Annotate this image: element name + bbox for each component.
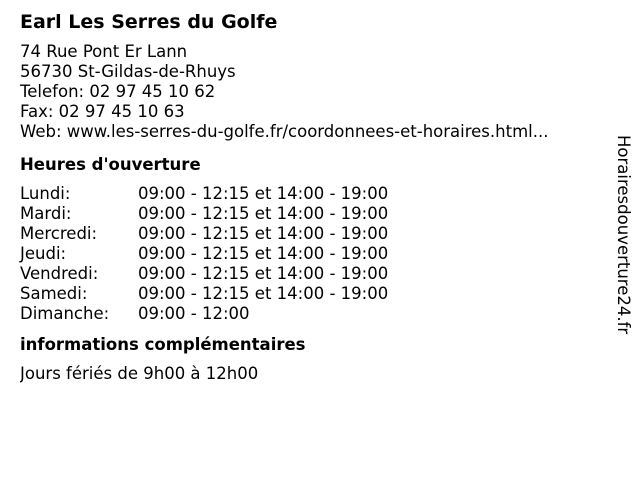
day-hours: 09:00 - 12:15 et 14:00 - 19:00 bbox=[138, 224, 389, 243]
address-street: 74 Rue Pont Er Lann bbox=[20, 42, 188, 61]
day-hours: 09:00 - 12:00 bbox=[138, 304, 250, 323]
day-label: Mardi: bbox=[20, 204, 72, 223]
day-label: Jeudi: bbox=[20, 244, 67, 263]
hours-row-saturday bbox=[20, 284, 388, 304]
day-hours: 09:00 - 12:15 et 14:00 - 19:00 bbox=[138, 244, 389, 263]
day-hours: 09:00 - 12:15 et 14:00 - 19:00 bbox=[138, 284, 389, 303]
business-card bbox=[20, 10, 605, 384]
day-hours: 09:00 - 12:15 et 14:00 - 19:00 bbox=[138, 264, 389, 283]
site-watermark-label: Horairesdouverture24.fr bbox=[614, 135, 633, 335]
hours-row-wednesday bbox=[20, 224, 388, 244]
day-label: Dimanche: bbox=[20, 304, 110, 323]
hours-row-tuesday bbox=[20, 204, 388, 224]
phone-number: Telefon: 02 97 45 10 62 bbox=[20, 82, 216, 101]
business-name: Earl Les Serres du Golfe bbox=[20, 11, 278, 33]
hours-table bbox=[20, 184, 388, 324]
hours-row-thursday bbox=[20, 244, 388, 264]
day-label: Lundi: bbox=[20, 184, 71, 203]
info-heading: informations complémentaires bbox=[20, 335, 306, 354]
hours-row-sunday bbox=[20, 304, 388, 324]
day-hours: 09:00 - 12:15 et 14:00 - 19:00 bbox=[138, 204, 389, 223]
hours-heading: Heures d'ouverture bbox=[20, 155, 201, 174]
fax-number: Fax: 02 97 45 10 63 bbox=[20, 102, 185, 121]
info-text: Jours fériés de 9h00 à 12h00 bbox=[20, 364, 259, 383]
day-label: Mercredi: bbox=[20, 224, 98, 243]
day-hours: 09:00 - 12:15 et 14:00 - 19:00 bbox=[138, 184, 389, 203]
hours-row-friday bbox=[20, 264, 388, 284]
day-label: Vendredi: bbox=[20, 264, 99, 283]
hours-row-monday bbox=[20, 184, 388, 204]
website-link[interactable]: Web: www.les-serres-du-golfe.fr/coordonnees-et-horaires.html... bbox=[20, 122, 549, 141]
day-label: Samedi: bbox=[20, 284, 88, 303]
address-city: 56730 St-Gildas-de-Rhuys bbox=[20, 62, 236, 81]
